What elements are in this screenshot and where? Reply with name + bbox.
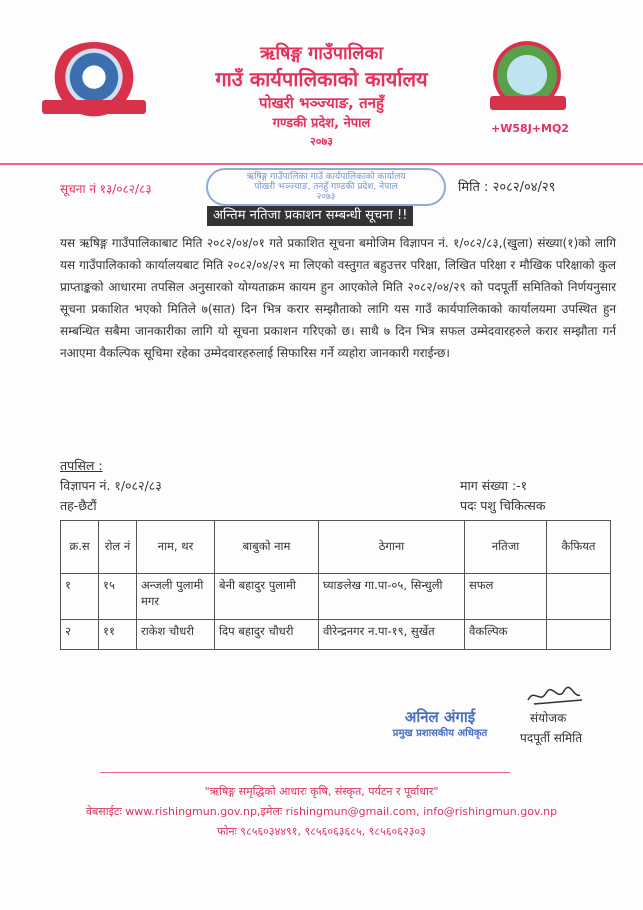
cell: सफल: [465, 574, 547, 620]
office-province: गण्डकी प्रदेश, नेपाल: [272, 116, 371, 131]
cell: १: [61, 574, 99, 620]
col-result: नतिजा: [465, 521, 547, 574]
email-label: ,इमेलः: [257, 805, 283, 818]
stamp-line: गाउँ कार्यपालिकाको कार्यालय: [310, 172, 406, 182]
cell: १५: [99, 574, 137, 620]
table-row: [61, 574, 611, 620]
demand-count: माग संख्या :-१: [460, 478, 528, 493]
notice-body: यस ऋषिङ्ग गाउँपालिकाबाट मिति २०८२/०४/०१ गते प्रकाशित सूचना बमोजिम विज्ञापन नं. १/०८२/८३,(खुला) संख्या(१)को लागि यस गाउँपालिकाको कार्यालयबाट मिति २०८२/०४/२९ मा लिएको वस्तुगत बहुउत्तर परिक्षा, लिखित परिक्षा र मौखिक परिक्षाको कुल प्राप्ताङ्कको आधारमा तपसिल अनुसारको योग्यताक्रम कायम हुन आएकोले मिति २०८२/०४/२९ को पदपूर्ती समितिको निर्णयनुसार सूचना प्रकाशित भएको मितिले ७(सात) दिन भित्र करार सम्झौताको लागि यस गाउँ कार्यपालिकाको कार्यालयमा उपस्थित हुन सम्बन्धित सबैमा जानकारीका लागि यो सूचना प्रकाशन गरिएको छ। साथै ७ दिन भित्र सफल उम्मेदवारहरुले करार सम्झौता गर्न नआएमा वैकल्पिक सूचिमा रहेका उम्मेदवारहरुलाई सिफारिस गर्ने व्यहोरा जानकारी गराईन्छ।: [60, 236, 616, 360]
office-year: २०७३: [310, 135, 333, 148]
level: तह-छैटौं: [60, 498, 97, 513]
municipality-name: ऋषिङ्ग गाउँपालिका: [260, 43, 383, 64]
stamp-row: [208, 182, 444, 192]
col-address: ठेगाना: [319, 521, 465, 574]
col-father: बाबुको नाम: [215, 521, 319, 574]
details-label: तपसिल :: [60, 458, 103, 473]
cell: घ्याङलेख गा.पा-०५, सिन्धुली: [319, 574, 465, 620]
office-name: गाउँ कार्यपालिकाको कार्यालय: [215, 67, 428, 91]
table-row: [61, 620, 611, 650]
cell: अन्जली पुलामी मगर: [137, 574, 215, 620]
stamp-title: प्रमुख प्रशासकीय अधिकृत: [392, 728, 488, 739]
stamp-line: २०७३: [316, 192, 336, 202]
plus-code: +W58J+MQ2: [491, 122, 569, 135]
cell: ११: [99, 620, 137, 650]
table-header-row: [61, 521, 611, 574]
cell: वीरेन्द्रनगर न.पा-१९, सुर्खेत: [319, 620, 465, 650]
notice-number: सूचना नं १३/०८२/८३: [60, 182, 152, 196]
notice-date: मिति : २०८२/०४/२९: [458, 180, 556, 195]
signatory-committee: पदपूर्ती समिति: [520, 731, 583, 745]
email-link[interactable]: rishingmun@gmail.com: [285, 805, 417, 818]
signatory-role: संयोजक: [530, 711, 567, 725]
website-link[interactable]: www.rishingmun.gov.np: [125, 805, 258, 818]
footer-slogan: "ऋषिङ्ग समृद्धिको आधारः कृषि, संस्कृत, पर्यटन र पूर्वाधार": [204, 785, 439, 798]
post: पदः पशु चिकित्सक: [460, 498, 546, 513]
ad-number: विज्ञापन नं. १/०८२/८३: [60, 478, 162, 493]
col-serial: क्र.स: [61, 521, 99, 574]
website-label: वेबसाईटः: [85, 805, 122, 818]
cell: [547, 620, 611, 650]
office-address: पोखरी भञ्ज्याङ, तनहुँ: [259, 94, 384, 112]
footer-contacts: वेबसाईटः www.rishingmun.gov.np,इमेलः rishingmun@gmail.com, info@rishingmun.gov.np: [85, 805, 558, 818]
footer-phone: फोनः ९८५६०३४४९१, ९८५६०६३६८५, ९८५६०६२३०३: [217, 825, 426, 838]
cell: राकेश चौधरी: [137, 620, 215, 650]
stamp-line: गण्डकी प्रदेश, नेपाल: [331, 182, 398, 192]
email-link[interactable]: info@rishingmun.gov.np: [423, 805, 558, 818]
cell: २: [61, 620, 99, 650]
col-name: नाम, थर: [137, 521, 215, 574]
col-remarks: कैफियत: [547, 521, 611, 574]
stamp-line: पोखरी भञ्ज्याङ, तनहुँ: [254, 182, 329, 192]
cell: दिप बहादुर चौधरी: [215, 620, 319, 650]
officer-stamp: [370, 708, 510, 741]
header-divider: [0, 163, 643, 165]
result-table: [60, 520, 611, 650]
stamp-name: अनिल अंगाई: [404, 708, 476, 726]
notice-title: अन्तिम नतिजा प्रकाशन सम्बन्धी सूचना !!: [207, 206, 413, 226]
office-stamp: [206, 168, 446, 206]
cell: [547, 574, 611, 620]
col-roll: रोल नं: [99, 521, 137, 574]
stamp-row: [208, 172, 444, 182]
signature-mark: [524, 686, 584, 708]
stamp-line: ऋषिङ्ग गाउँपालिका: [246, 172, 308, 182]
cell: बेनी बहादुर पुलामी: [215, 574, 319, 620]
footer-divider: [100, 772, 510, 773]
cell: वैकल्पिक: [465, 620, 547, 650]
